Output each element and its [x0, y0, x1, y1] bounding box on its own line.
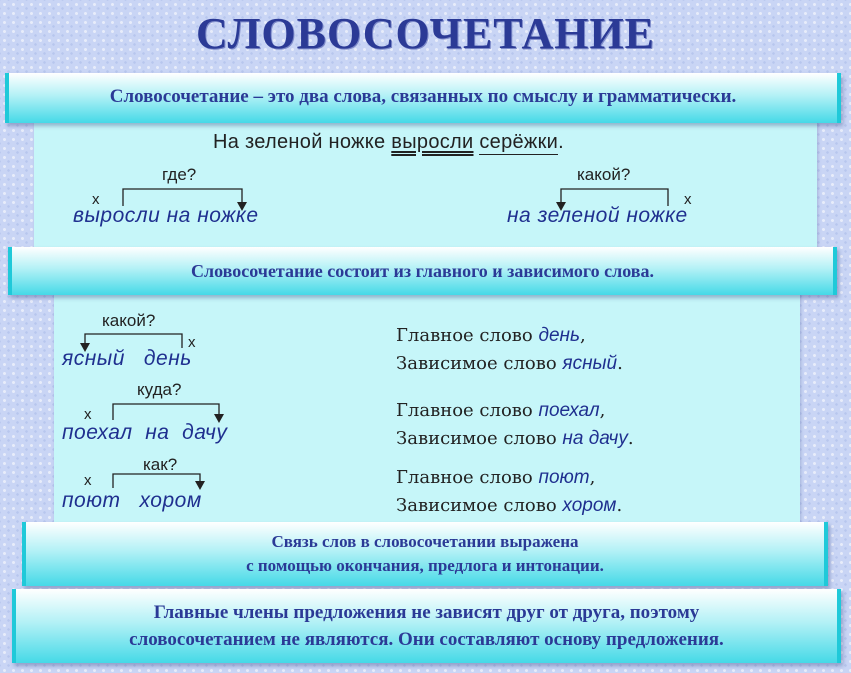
definition-text: Словосочетание – это два слова, связанных по смыслу и грамматически. [109, 86, 737, 107]
head-word-marker: х [84, 406, 92, 423]
note-line: Главные члены предложения не зависят друг от друга, поэтому [153, 602, 700, 623]
dependent-word-line: Зависимое слово хором. [396, 495, 623, 516]
dependent-word-line: Зависимое слово ясный. [396, 353, 623, 374]
note-band [12, 589, 841, 663]
pair-description [396, 397, 634, 453]
pair-description [396, 464, 622, 520]
head-word-marker: х [92, 191, 100, 208]
connection-band [22, 522, 828, 586]
head-word-marker: х [188, 334, 196, 351]
pair-phrase: ясный день [62, 347, 192, 370]
predicate-word: выросли [391, 131, 474, 153]
example-phrase: на зеленой ножке [507, 204, 688, 227]
consists-band [8, 247, 837, 295]
main-word-line: Главное слово поют, [396, 467, 596, 488]
page-title: СЛОВОСОЧЕТАНИЕ [195, 9, 656, 58]
question-label: как? [143, 455, 178, 474]
connection-line: с помощью окончания, предлога и интонации. [246, 556, 604, 575]
question-label: куда? [137, 380, 182, 399]
connection-line: Связь слов в словосочетании выражена [271, 532, 579, 551]
note-line: словосочетанием не являются. Они составляют основу предложения. [129, 629, 724, 650]
question-label: где? [162, 165, 197, 184]
head-word-marker: х [684, 191, 692, 208]
main-word-line: Главное слово день, [396, 325, 586, 346]
question-label: какой? [577, 165, 631, 184]
subject-word: серёжки [479, 131, 559, 153]
example-sentence: На зеленой ножке выросли серёжки. [213, 131, 564, 153]
head-word-marker: х [84, 472, 92, 489]
pair-phrase: поехал на дачу [62, 421, 228, 444]
question-label: какой? [102, 311, 156, 330]
pair-phrase: поют хором [62, 489, 202, 512]
definition-band [5, 73, 841, 123]
dependent-word-line: Зависимое слово на дачу. [396, 428, 634, 449]
pair-description [396, 322, 623, 378]
consists-text: Словосочетание состоит из главного и зависимого слова. [191, 261, 654, 281]
question-arrow [0, 0, 1, 1]
example-phrase: выросли на ножке [73, 204, 259, 227]
main-word-line: Главное слово поехал, [396, 400, 606, 421]
